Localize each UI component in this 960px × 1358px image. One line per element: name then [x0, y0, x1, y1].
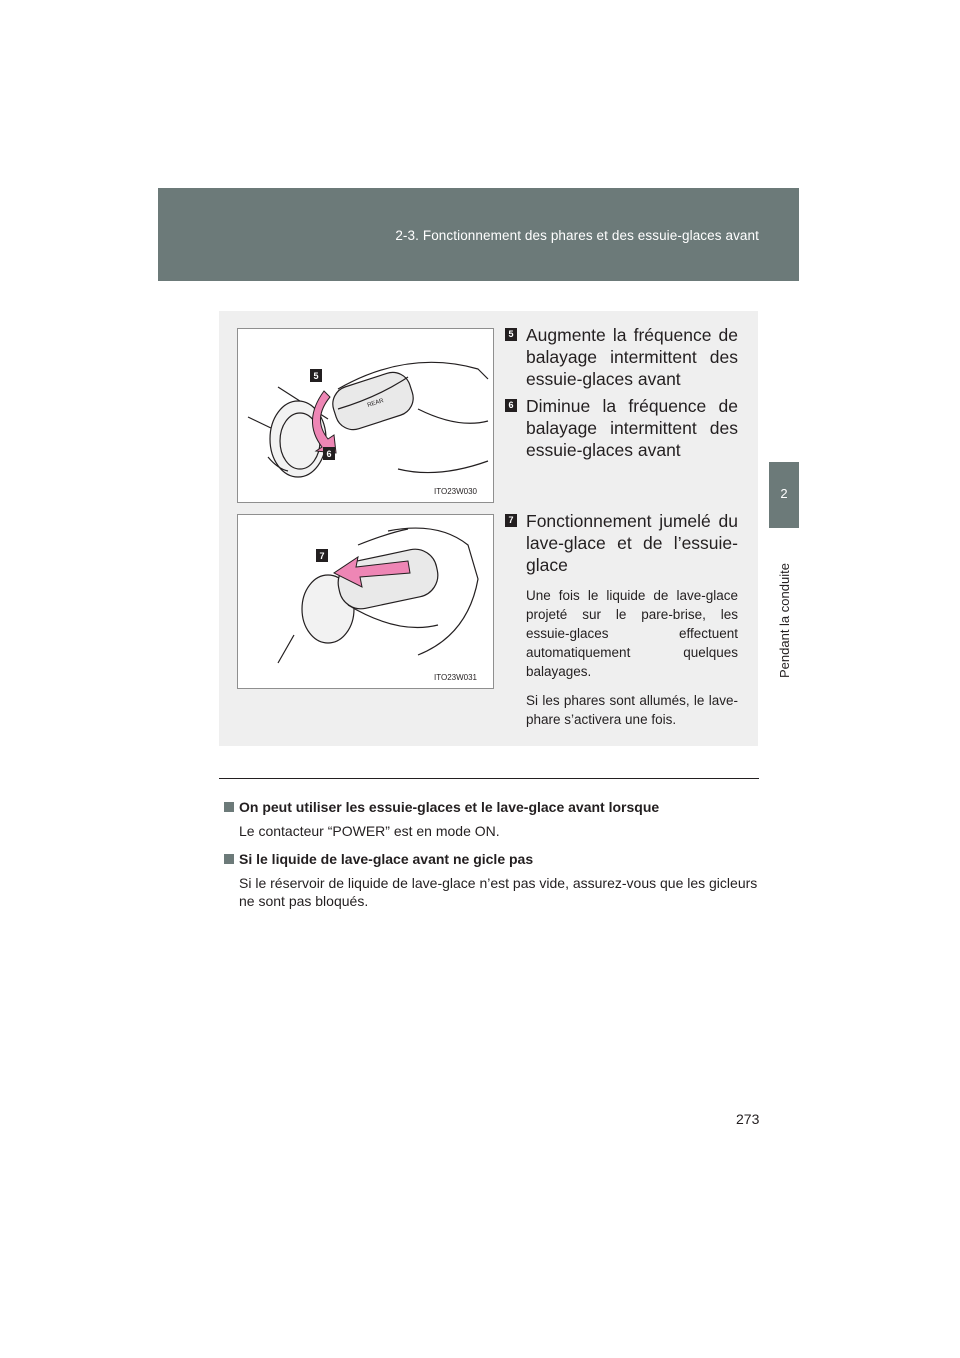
- lever-rear-label: REAR: [366, 398, 385, 409]
- info-notes: [224, 798, 764, 910]
- figure-code: ITO23W030: [434, 487, 477, 496]
- item-marker: 6: [505, 399, 517, 412]
- item-6: [505, 395, 738, 461]
- square-bullet-icon: [224, 802, 234, 812]
- item-marker: 5: [505, 328, 517, 341]
- item-7: [505, 510, 738, 729]
- chapter-label: Pendant la conduite: [777, 563, 792, 678]
- item-text: Augmente la fréquence de balayage intermittent des essuie-glaces avant: [526, 325, 738, 389]
- info-note-heading-text: Si le liquide de lave-glace avant ne gicle pas: [239, 851, 534, 867]
- item-marker: 7: [505, 514, 517, 527]
- section-divider: [219, 778, 759, 779]
- wiper-lever-figure-1: [237, 328, 494, 503]
- info-note-body: Si le réservoir de liquide de lave-glace n’est pas vide, assurez-vous que les gicleurs ne sont pas bloqués.: [239, 875, 758, 909]
- item-text: Fonctionnement jumelé du lave-glace et de l’essuie-glace: [526, 511, 738, 575]
- item-5: [505, 324, 738, 390]
- info-note-heading-text: On peut utiliser les essuie-glaces et le lave-glace avant lorsque: [239, 799, 660, 815]
- wiper-lever-illustration-1: [238, 329, 493, 502]
- wiper-lever-illustration-2: [238, 515, 493, 688]
- section-title: 2-3. Fonctionnement des phares et des essuie-glaces avant: [395, 228, 759, 243]
- item-note: Si les phares sont allumés, le lave-phare s’activera une fois.: [526, 693, 738, 727]
- section-header-bar: [158, 188, 799, 281]
- info-note-heading: [224, 850, 764, 868]
- chapter-number: 2: [780, 486, 788, 501]
- item-text: Diminue la fréquence de balayage intermittent des essuie-glaces avant: [526, 396, 738, 460]
- chapter-label-container: [769, 540, 799, 690]
- wiper-lever-figure-2: [237, 514, 494, 689]
- figure-marker-7: 7: [319, 551, 325, 561]
- page-number: 273: [736, 1111, 760, 1127]
- info-note-heading: [224, 798, 764, 816]
- figure-code: ITO23W031: [434, 673, 477, 682]
- item-note: Une fois le liquide de lave-glace projeté sur le pare-brise, les essuie-glaces effectuent automatiquement quelques balayages.: [526, 588, 738, 679]
- figure-marker-6: 6: [326, 449, 332, 459]
- chapter-tab: [769, 462, 799, 528]
- figure-marker-5: 5: [313, 371, 319, 381]
- square-bullet-icon: [224, 854, 234, 864]
- info-note-body: Le contacteur “POWER” est en mode ON.: [239, 823, 500, 839]
